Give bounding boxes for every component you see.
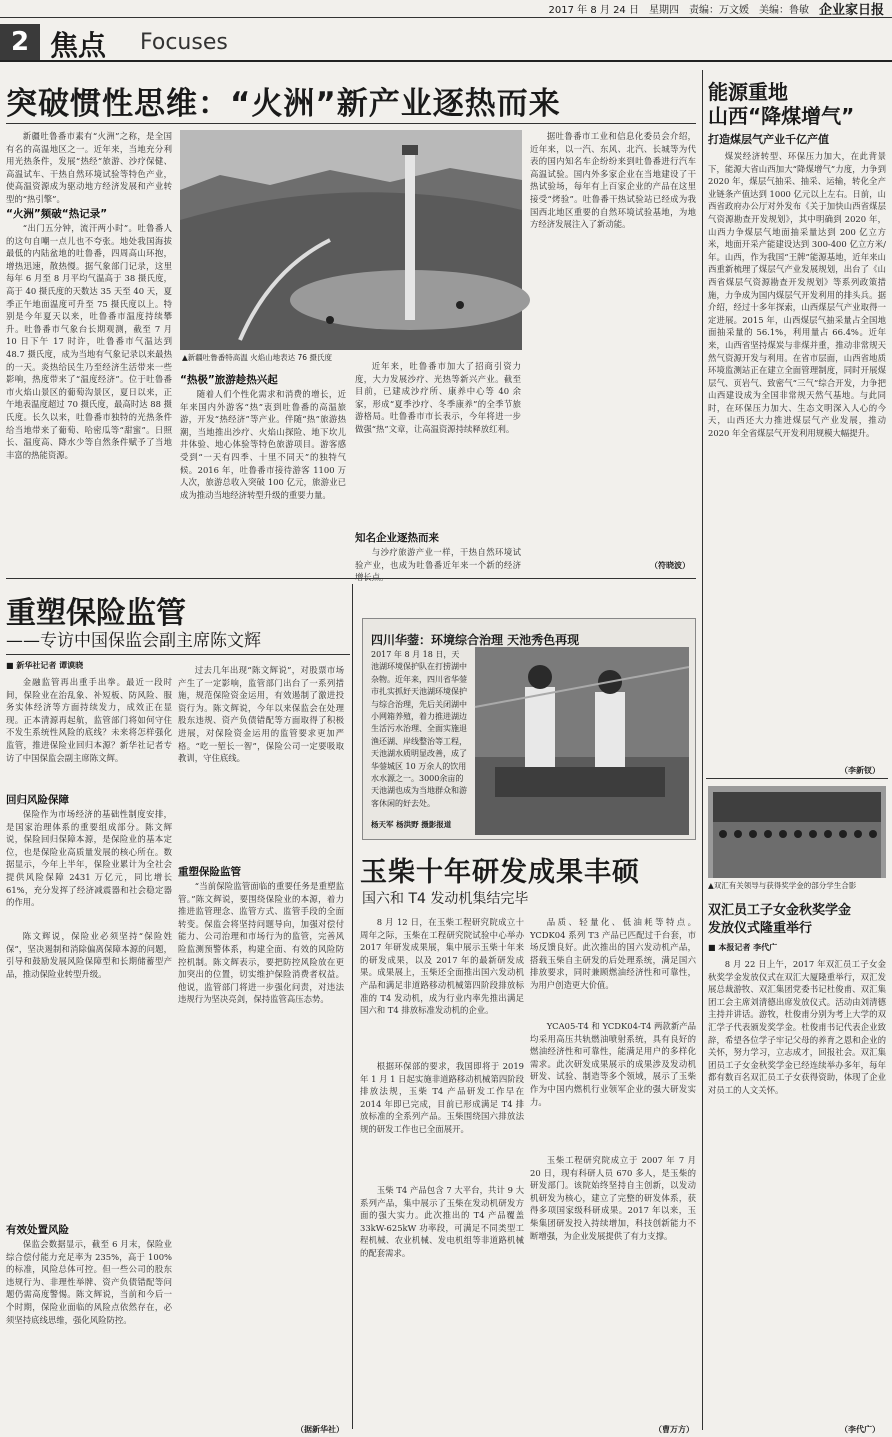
divider — [6, 654, 350, 655]
article1-col3b-text: 与沙疗旅游产业一样，干热自然环境试验产业，也成为吐鲁番近年来一个新的经济 — [355, 547, 521, 570]
column-divider — [702, 70, 703, 1430]
section-title-en: Focuses — [140, 30, 228, 55]
article2-col2-text: 过去几年出现“陈文辉说”，对股票市场产生了一定影响，监管部门出台了一系列措施，规范保险资金运用，有效遏制了激进投资行为。陈文辉说，今年以来保监会在处理股东违规、资产负债错配等方面取得了积极进展，对保险资金运用的监管要求更加严格。“吃一堑长一智”，保险公司一定要吸取教训，守住底线。 — [178, 665, 344, 764]
masthead — [0, 0, 892, 18]
article1-sub3: 知名企业逐热而来 — [355, 532, 439, 544]
article2-body1 — [6, 808, 172, 928]
article1-col4 — [530, 130, 696, 555]
article1-intro-text: 新疆吐鲁番市素有“火洲”之称，是全国有名的高温地区之一。近年来，当地充分利用光热条件，发展“热经”旅游、沙疗保健、高温试车、干热自然环境试验等特色产业，使高温资源成为驱动地方经济发展和产业转型的“热引擎”。 — [6, 131, 172, 204]
article3-body3 — [360, 1184, 524, 1429]
article2-end: （据新华社） — [296, 1424, 344, 1434]
shuanghui-photo-caption: ▲双汇有关领导与获得奖学金的部分学生合影 — [708, 881, 857, 890]
article2-body2 — [6, 930, 172, 1010]
article2-body3-text: 保监会数据显示，截至 6 月末，保险业综合偿付能力充足率为 235%，高于 100% 的标准，风险总体可控。但一些公司的股东违规行为、非理性举牌、资产负债错配等问题仍需高度警惕。陈文辉说，当前和今后一个时期，保险业面临的风险点依然存在，必须坚持底线思维，强化风险防控。 — [6, 1239, 172, 1325]
article2-body3 — [6, 1238, 172, 1428]
article1-intro — [6, 130, 172, 204]
column-divider — [352, 584, 353, 1429]
sichuan-credit: 杨天军 杨洪野 摄影报道 — [371, 820, 452, 829]
article1-col3-text: 近年来，吐鲁番市加大了招商引资力度，大力发展沙疗、光热等新兴产业。截至目前，已建成沙疗所、康养中心等 40 余家，形成“夏季沙疗、冬季康养”的全季节旅游格局。吐鲁番市市长表示，今年将进一步做强“热”文章，让高温资源持续释放红利。 — [355, 361, 521, 434]
article3-body1 — [360, 916, 524, 1056]
article2-intro-text: 金融监管再出重手出拳。最近一段时间，保险业在治乱象、补短板、防风险、服务实体经济等方面持续发力，成效正在显现。正本清源再起航，监管部门将如何守住不发生系统性风险的底线？未来将怎样强化监管，推进保险业回归本源？新华社记者专访了中国保监会副主席陈文辉。 — [6, 677, 172, 763]
article2-col2 — [178, 664, 344, 844]
article2-headline: 重塑保险监管 — [6, 596, 186, 631]
sichuan-photo-box — [362, 618, 696, 840]
article2-col2b-text: “当前保险监管面临的重要任务是重塑监管。”陈文辉说，要围绕保险业的本源，着力推进监管理念、监管方式、监管手段的全面转变。保监会将坚持问题导向，加强对偿付能力、公司治理和市场行为的监管，完善风险监测预警体系，构建全面、有效的风险防控机制。陈文辉表示，要把防控风险放在更加突出的位置，切实维护保险消费者权益。他说，监管部门将进一步强化问责，对违法违规行为坚决亮剑，保持监管高压态势。 — [178, 881, 344, 1005]
article1-col3 — [355, 360, 521, 525]
right3-body — [708, 958, 886, 1420]
art-credit: 美编：鲁敏 — [758, 5, 809, 16]
section-bar — [0, 20, 892, 62]
article1-col3b — [355, 546, 521, 572]
article2-sub1: 回归风险保障 — [6, 794, 69, 806]
editor-credit: 责编：万文媛 — [688, 5, 749, 16]
divider — [6, 578, 696, 579]
article1-photo — [180, 130, 522, 350]
article2-body2-text: 陈文辉说，保险业必须坚持“保险姓保”，坚决遏制和消除偏离保障本源的问题，引导和鼓励发展风险保障型和长期储蓄型产品，推动保险业转型升级。 — [6, 931, 172, 979]
sichuan-caption: 2017 年 8 月 18 日，天池湖环境保护队在打捞湖中杂物。近年来，四川省华蓥市扎实抓好天池湖环境保护与综合治理，先后关闭湖中小网箱养殖，着力推进湖边生活污水治理、全面实施退渔还湖、岸线整治等工程，天池湖水质明显改善，成了华蓥城区 10 万余人的饮用水水源之一。3000余亩的天池湖也成为当地群众和游客休闲的好去处。 — [371, 650, 467, 808]
article2-subheadline: ——专访中国保监会副主席陈文辉 — [6, 631, 261, 651]
right3-headline-2: 发放仪式隆重举行 — [708, 921, 813, 936]
article1-end: （符晓波） — [650, 560, 690, 570]
article3-col2b — [530, 1020, 696, 1150]
article1-headline: 突破惯性思维：“火洲”新产业逐热而来 — [6, 86, 561, 122]
sichuan-title: 四川华蓥：环境综合治理 天池秀色再现 — [371, 633, 580, 647]
article1-sub2: “热极”旅游趁热兴起 — [180, 374, 278, 386]
article3-body2 — [360, 1060, 524, 1180]
right3-byline: ■ 本报记者 李代广 — [708, 943, 778, 952]
issue-weekday: 星期四 — [648, 5, 679, 16]
divider — [706, 778, 888, 779]
right1-body-text: 煤炭经济转型、环保压力加大，在此背景下，能源大省山西加大“降煤增气”力度，力争到 2020 年，煤层气抽采、抽采、运输，转化全产业链条产值达到 1000 亿元以上左右。日前，山西省政府办公厅对外发布《关于加快山西省煤层气资源勘查开发规划》，其中明确到 2020 年，山西力争煤层气地面抽采量达到 200 亿立方米，地面开采产能建设达到 300-400 亿立方米/年。山西，作为我国“王牌”能源基地，近年来山西重新梳理了煤层气产业发展规划，出台了《山西省煤层气资源勘查开发规划》等系列政策措施，力争成为国内煤层气开发利用的排头兵。据介绍，经过十多年探索，山西煤层气产业取得一定进展。2015 年，山西煤层气抽采量占全国地面抽采量的 56.1%，利用量占 66.4%。近年来，山西省坚持煤炭与非煤并重，推动非常规天然气资源开发与利用。在省市层面，山西省地质环境监测站正在建立全面管理制度，同时开展煤层气、页岩气、致密气“三气”综合开发，力争把山西建设成为全国非常规天然气基地。与此同时，在环保压力加大、生态文明深入人心的今天，山西还大力推进煤层气产业发展，推动 2020 年全省煤层气开发利用规模大幅提升。 — [708, 151, 886, 439]
section-title-cn: 焦点 — [50, 29, 107, 62]
shuanghui-photo — [708, 786, 886, 878]
article3-col2-text: 品质、轻量化、低油耗等特点。YCDK04 系列 T3 产品已匹配过千台套，市场反馈良好。此次推出的国六发动机产品，搭载玉柴自主研发的后处理系统，满足国六排放要求，同时兼顾燃油经济性和可靠性，为用户创造更大价值。 — [530, 917, 696, 990]
article1-sub1: “火洲”频破“热记录” — [6, 208, 108, 220]
right1-end: （李新钗） — [840, 765, 880, 775]
article2-col2b — [178, 880, 344, 1420]
article1-col1-text: “出门五分钟，流汗两小时”。吐鲁番人的这句自嘲一点儿也不夸张。地处我国海拔最低的内陆盆地的吐鲁番，四周高山环抱，增热迅速，散热慢。据气象部门记录，这里每年 6 月至 8 月平均气温高于 38 摄氏度，高于 40 摄氏度的天数达 35 天至 40 天，夏季正午地面温度可升至 75 摄氏度以上。特别是今年夏天以来，吐鲁番市温度持续攀升。吐鲁番市气象台长期观测，截至 7 月 10 日下午 17 时许，吐鲁番市气温达到 48.7 摄氏度，成为当地有气象记录以来最热的一天。炎热给民生乃至经济生活带来一些影响，热度带来了“温度经济”。位于吐鲁番市火焰山景区的葡萄沟景区，夏日以来，正午地表温度超过 70 摄氏度，最高时达 88 摄氏度。长久以来，吐鲁番市独特的光热条件给当地带来了葡萄、哈密瓜等“甜蜜”。日照长、温度高、降水少等自然条件赋予了当地丰富的热能资源。 — [6, 223, 172, 460]
paper-name: 企业家日报 — [818, 3, 884, 18]
article1-col1 — [6, 222, 172, 567]
page-number: 2 — [0, 24, 40, 60]
article3-headline: 玉柴十年研发成果丰硕 — [360, 857, 640, 888]
article1-col4-text: 据吐鲁番市工业和信息化委员会介绍，近年来，以一汽、东风、北汽、长城等为代表的国内知名车企纷纷来到吐鲁番进行汽车高温试验。国内外多家企业在当地建设了干热试验场，每年有上百家企业的产品在这里接受“烤验”。吐鲁番干热试验站已经成为我国西北地区重要的自然环境试验基地，为地方经济发展注入了新动能。 — [530, 131, 696, 230]
article2-sub2: 有效处置风险 — [6, 1224, 69, 1236]
right1-headline-1: 能源重地 — [708, 80, 788, 104]
article3-col2c — [530, 1154, 696, 1422]
right3-body-text: 8 月 22 日上午，2017 年双汇员工子女金秋奖学金发放仪式在双汇大厦隆重举行，双汇发展总裁游牧、双汇集团党委书记杜俊甫、双汇集团工会主席刘清德出席发放仪式。活动由刘清德主持并讲话。游牧，杜俊甫分别为考上大学的双汇学子代表颁发奖学金。杜俊甫书记代表企业致辞，希望各位学子牢记父母的养育之恩和企业的关怀，努力学习，立志成才，回报社会。双汇集团员工子女金秋奖学金已经连续举办多年，每年都有数百名双汇员工子女获得资助，体现了企业对员工的人文关怀。 — [708, 959, 886, 1095]
article3-body3-text: 玉柴 T4 产品包含 7 大平台，共计 9 大系列产品，集中展示了玉柴在发动机研发方面的强大实力。此次推出的 T4 产品覆盖 33kW-625kW 功率段，可满足不同类型工程机械、农业机械、发电机组等非道路机械的配套需求。 — [360, 1185, 524, 1258]
article3-col2 — [530, 916, 696, 1016]
right3-end: （李代广） — [840, 1424, 880, 1434]
article3-subheadline: 国六和 T4 发动机集结完毕 — [362, 891, 529, 907]
article2-body1-text: 保险作为市场经济的基础性制度安排，是国家治理体系的重要组成部分。陈文辉说，保险回归保障本源，是保险业的基本定位，也是保险业高质量发展的核心所在。数据显示，今年上半年，保险业累计为全社会提供风险保障 2431 万亿元，同比增长 61%，充分发挥了经济减震器和社会稳定器的作用。 — [6, 809, 172, 908]
article3-body2-text: 根据环保部的要求，我国即将于 2019 年 1 月 1 日起实施非道路移动机械第四阶段排放法规，玉柴 T4 产品研发工作早在 2014 年即已完成，目前已形成满足 T4 排放标准的全系列产品。玉柴围绕国六排放法规的研发工作也已全面展开。 — [360, 1061, 524, 1134]
right1-headline-2: 山西“降煤增气” — [708, 104, 855, 128]
article1-photo-caption: ▲新疆吐鲁番特高温 火焰山地表达 76 摄氏度 — [182, 353, 332, 362]
article2-byline: ■ 新华社记者 谭谟晓 — [6, 661, 84, 670]
sichuan-photo — [475, 647, 689, 835]
right1-body — [708, 150, 886, 760]
issue-date: 2017 年 8 月 24 日 — [548, 5, 639, 16]
article1-col2 — [180, 388, 346, 566]
article3-col2b-text: YCA05-T4 和 YCDK04-T4 两款新产品均采用高压共轨燃油喷射系统，具有良好的燃油经济性和可靠性，能满足用户的多样化需求。此次研发成果展示的成果涉及发动机研发、试验、制造等多个领域，展示了玉柴作为中国内燃机行业领军企业的强大研发实力。 — [530, 1021, 696, 1107]
article3-body1-text: 8 月 12 日，在玉柴工程研究院成立十周年之际，玉柴在工程研究院试验中心举办 2017 年研发成果展，集中展示玉柴十年来的研发成果，以及 2017 年的最新研发成果。成果展上，玉柴还全面推出国六发动机产品和满足非道路移动机械第四阶段排放标准的 T4 发动机，成为行业内率先推出满足国六和 T4 排放标准发动机的企业。 — [360, 917, 524, 1016]
article2-sub3: 重塑保险监管 — [178, 866, 241, 878]
article1-col2-text: 随着人们个性化需求和消费的增长，近年来国内外游客“热”衷到吐鲁番的高温旅游，开发“热经济”等产业。伴随“热”旅游热潮，当地推出沙疗、火焰山探险、地下坎儿井体验、地心体验等特色旅游项目。游客感受到“一天有四季、十里不同天”的独特气候。2016 年，吐鲁番市接待游客 1100 万人次，旅游总收入突破 100 亿元，旅游业已成为推动当地经济转型升级的重要力量。 — [180, 389, 346, 500]
divider — [6, 123, 696, 124]
right3-headline-1: 双汇员工子女金秋奖学金 — [708, 903, 852, 918]
article3-end: （曹万方） — [654, 1424, 694, 1434]
article2-intro — [6, 676, 172, 786]
right1-subheadline: 打造煤层气产业千亿产值 — [708, 133, 829, 146]
article3-col2c-text: 玉柴工程研究院成立于 2007 年 7 月 20 日，现有科研人员 670 多人，是玉柴的研发部门。该院始终坚持自主创新，以发动机研发为核心，建立了完整的研发体系，获得多项国家级科研成果。2017 年以来，玉柴集团研发投入持续增加，科技创新能力不断增强，为企业发展提供了有力支撑。 — [530, 1155, 696, 1241]
